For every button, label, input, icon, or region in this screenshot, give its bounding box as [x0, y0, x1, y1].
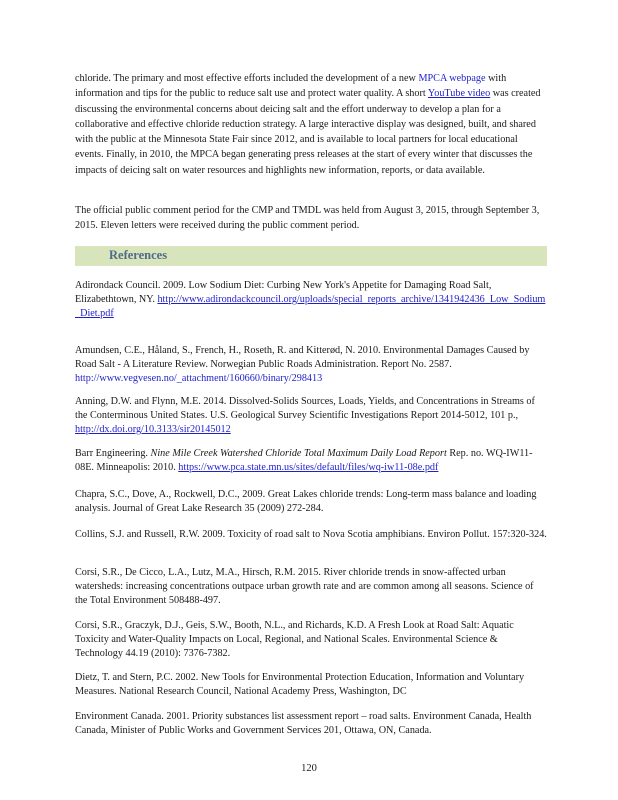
- reference-link[interactable]: https://www.pca.state.mn.us/sites/default/files/wq-iw11-08e.pdf: [178, 462, 439, 473]
- body-paragraph-comment-period: The official public comment period for the CMP and TMDL was held from August 3, 2015, through September 3, 2015. Eleven letters were received during the public comment period.: [75, 205, 540, 232]
- reference-text: Barr Engineering.: [75, 448, 151, 459]
- reference-text: Anning, D.W. and Flynn, M.E. 2014. Dissolved-Solids Sources, Loads, Yields, and Concentrations in Streams of the Conterminous United States. U.S. Geological Survey Scientific Investigations Report 2014-5012, 101 p.,: [75, 396, 535, 421]
- para1-text-b: with information and tips for the public to reduce salt use and protect water quality. A short: [75, 73, 507, 100]
- mpca-webpage-link[interactable]: MPCA webpage: [418, 73, 486, 84]
- reference-link[interactable]: http://dx.doi.org/10.3133/sir20145012: [75, 424, 231, 435]
- para1-text-c: was created discussing the environmental concerns about deicing salt and the effort underway to develop a plan for a collaborative and effective chloride reduction strategy. A large interactive display was designed, built, and shared with the public at the Minnesota State Fair since 2012, and is available to local partners for local educational events. Finally, in 2010, the MPCA began generating press releases at the start of every winter that discusses the impacts of deicing salt on water resources and highlights new information, reports, or data available.: [75, 88, 541, 176]
- reference-corsi-2010: Corsi, S.R., Graczyk, D.J., Geis, S.W., Booth, N.L., and Richards, K.D. A Fresh Look at Road Salt: Aquatic Toxicity and Water-Quality Impacts on Local, Regional, and National Scales. Environmental Science & Technology 44.19 (2010): 7376-7382.: [75, 620, 514, 659]
- reference-report-title: Nine Mile Creek Watershed Chloride Total Maximum Daily Load Report: [150, 448, 447, 459]
- reference-amundsen: [75, 344, 547, 386]
- reference-chapra: Chapra, S.C., Dove, A., Rockwell, D.C., 2009. Great Lakes chloride trends: Long-term mass balance and loading analysis. Journal of Great Lake Research 35 (2009) 272-284.: [75, 489, 537, 514]
- reference-link[interactable]: http://www.vegvesen.no/_attachment/160660/binary/298413: [75, 373, 323, 384]
- para1-text-a: chloride. The primary and most effective efforts included the development of a new: [75, 73, 419, 84]
- references-heading: References: [109, 248, 168, 262]
- reference-anning: [75, 395, 547, 437]
- reference-text: Amundsen, C.E., Håland, S., French, H., Roseth, R. and Kitterød, N. 2010. Environmental Damages Caused by Road Salt - A Literature Review. Norwegian Public Roads Administration. Report No. 2587.: [75, 345, 530, 370]
- body-paragraph-outreach: [75, 71, 547, 178]
- references-heading-bar: [75, 246, 547, 266]
- reference-barr: [75, 447, 547, 475]
- reference-environment-canada: Environment Canada. 2001. Priority substances list assessment report – road salts. Environment Canada, Health Canada, Minister of Public Works and Government Services 201, Ottawa, ON, Canada.: [75, 711, 532, 736]
- reference-dietz: Dietz, T. and Stern, P.C. 2002. New Tools for Environmental Protection Education, Information and Voluntary Measures. National Research Council, National Academy Press, Washington, DC: [75, 672, 525, 697]
- reference-adirondack: [75, 279, 547, 321]
- reference-text: Rep. no. WQ-IW11-08E. Minneapolis: 2010.: [75, 448, 533, 473]
- reference-link[interactable]: http://www.adirondackcouncil.org/uploads/special_reports_archive/1341942436_Low_Sodium_Diet.pdf: [75, 294, 546, 319]
- page-number: 120: [301, 763, 317, 774]
- reference-text: Adirondack Council. 2009. Low Sodium Diet: Curbing New York's Appetite for Damaging Road Salt, Elizabethtown, NY.: [75, 280, 492, 305]
- youtube-video-link[interactable]: YouTube video: [427, 88, 491, 100]
- reference-corsi-2015: Corsi, S.R., De Cicco, L.A., Lutz, M.A., Hirsch, R.M. 2015. River chloride trends in snow-affected urban watersheds: increasing concentrations outpace urban growth rate and are common among all seasons. Science of the Total Environment 508488-497.: [75, 567, 534, 606]
- reference-collins: Collins, S.J. and Russell, R.W. 2009. Toxicity of road salt to Nova Scotia amphibians. Environ Pollut. 157:320-324.: [75, 529, 547, 540]
